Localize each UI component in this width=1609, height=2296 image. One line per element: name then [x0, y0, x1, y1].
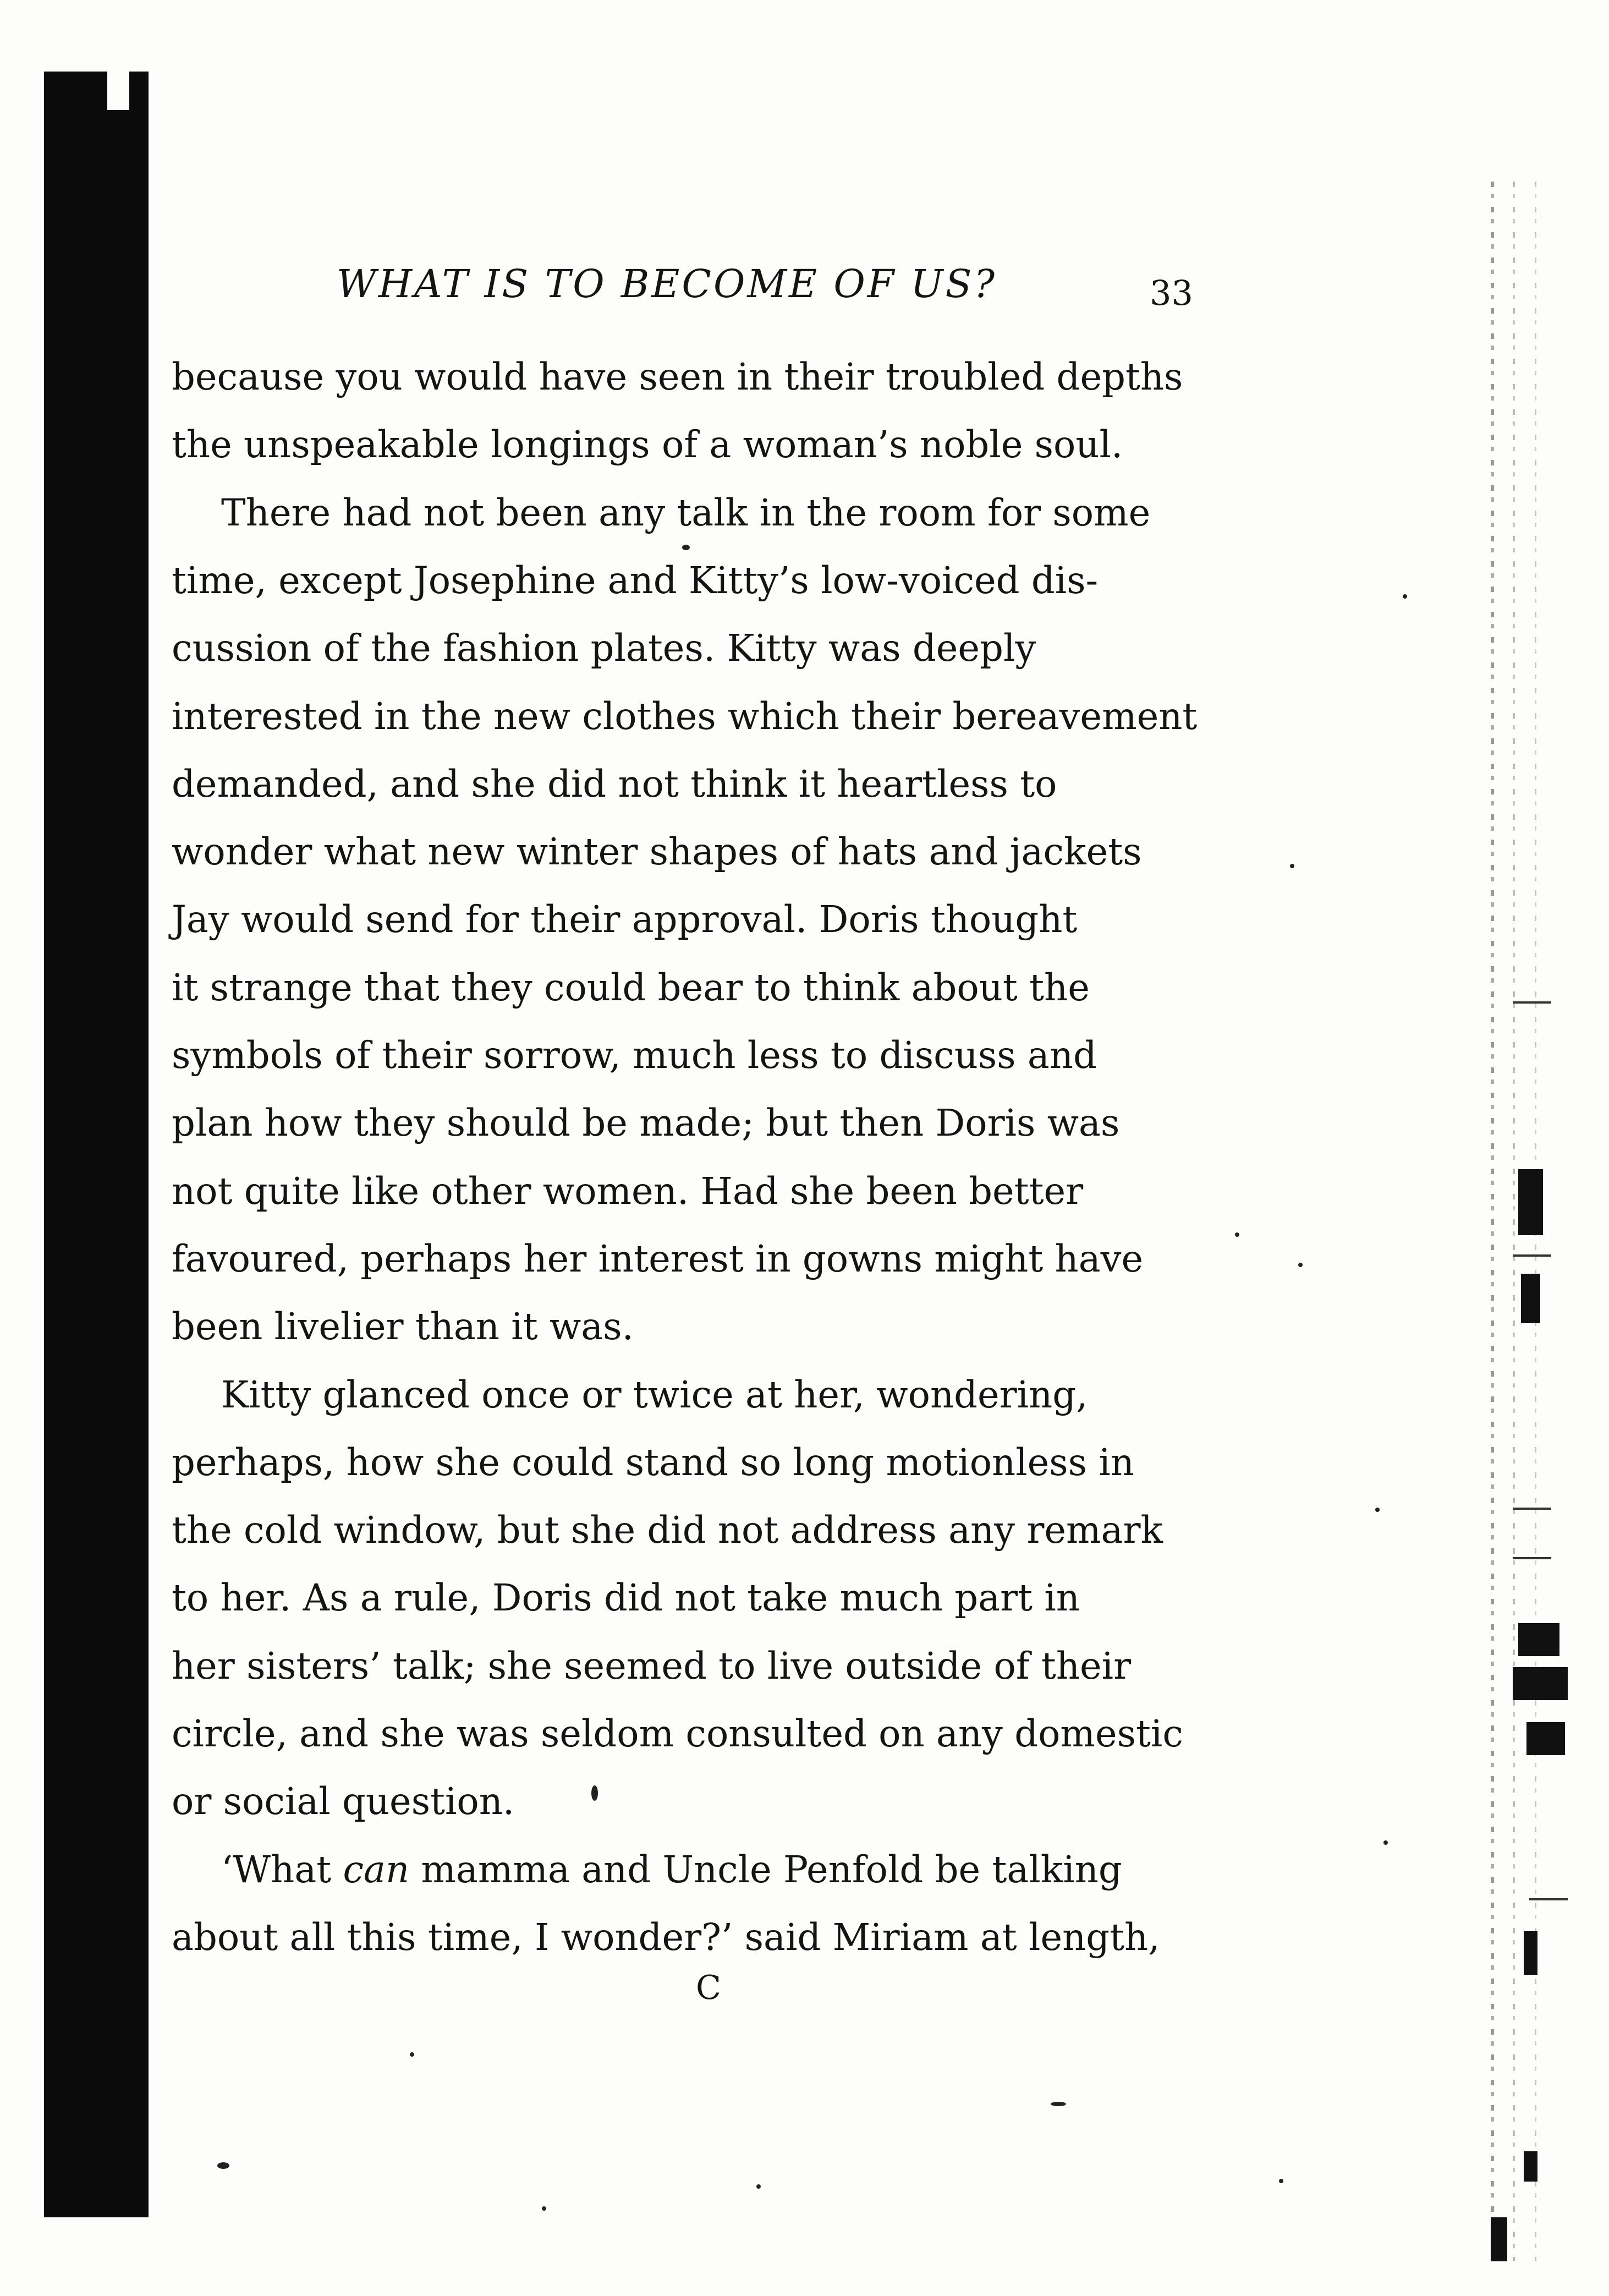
text-line: favoured, perhaps her interest in gowns might have	[172, 1237, 1144, 1280]
edge-line	[1513, 182, 1515, 2261]
print-speck	[1279, 2179, 1283, 2183]
running-head: WHAT IS TO BECOME OF US?	[337, 261, 997, 306]
binding-notch	[107, 72, 129, 110]
text-line: plan how they should be made; but then Doris was	[172, 1102, 1120, 1144]
text-line: There had not been any talk in the room for some	[221, 491, 1151, 534]
edge-block	[1526, 1722, 1565, 1755]
edge-block	[1491, 2217, 1507, 2261]
text-line: symbols of their sorrow, much less to discuss and	[172, 1034, 1097, 1077]
text-line: the unspeakable longings of a woman’s noble soul.	[172, 423, 1123, 466]
text-fragment: ‘What	[221, 1848, 343, 1891]
text-line: interested in the new clothes which their bereavement	[172, 695, 1198, 738]
text-line: her sisters’ talk; she seemed to live outside of their	[172, 1645, 1132, 1687]
text-line: about all this time, I wonder?’ said Miriam at length,	[172, 1916, 1160, 1959]
facing-page-edge	[1480, 182, 1579, 2261]
edge-block	[1513, 1667, 1568, 1700]
print-speck	[1298, 1263, 1303, 1267]
edge-tick	[1513, 1508, 1551, 1510]
print-speck	[756, 2184, 761, 2189]
print-speck	[1375, 1508, 1380, 1512]
print-speck	[1051, 2102, 1066, 2106]
text-line: the cold window, but she did not address any remark	[172, 1509, 1163, 1552]
text-line: Jay would send for their approval. Doris thought	[172, 898, 1078, 941]
text-line: time, except Josephine and Kitty’s low-voiced dis-	[172, 559, 1099, 602]
text-line: to her. As a rule, Doris did not take much part in	[172, 1576, 1080, 1619]
text-line: because you would have seen in their troubled depths	[172, 355, 1183, 398]
print-speck	[682, 545, 690, 550]
print-speck	[1290, 864, 1294, 868]
text-fragment: mamma and Uncle Penfold be talking	[409, 1848, 1122, 1891]
text-line: circle, and she was seldom consulted on any domestic	[172, 1712, 1183, 1755]
text-line: wonder what new winter shapes of hats and jackets	[172, 830, 1142, 873]
text-line: or social question.	[172, 1780, 515, 1823]
text-line	[221, 1848, 1122, 1891]
text-line: demanded, and she did not think it heartless to	[172, 763, 1057, 805]
text-line: been livelier than it was.	[172, 1305, 634, 1348]
page-number: 33	[1150, 273, 1193, 313]
edge-tick	[1513, 1254, 1551, 1257]
edge-block	[1524, 2151, 1537, 2182]
edge-tick	[1513, 1001, 1551, 1004]
print-speck	[217, 2162, 229, 2169]
print-speck	[591, 1785, 598, 1801]
edge-tick	[1513, 1557, 1551, 1559]
edge-block	[1524, 1931, 1537, 1975]
signature-mark: C	[696, 1969, 721, 2007]
edge-block	[1518, 1169, 1543, 1235]
print-speck	[410, 2052, 414, 2057]
edge-line	[1491, 182, 1494, 2261]
print-speck	[542, 2206, 546, 2211]
edge-block	[1518, 1623, 1559, 1656]
edge-block	[1521, 1274, 1540, 1323]
text-line: not quite like other women. Had she been better	[172, 1170, 1084, 1213]
text-line: Kitty glanced once or twice at her, wondering,	[221, 1373, 1088, 1416]
print-speck	[1383, 1840, 1388, 1845]
edge-tick	[1529, 1898, 1568, 1900]
text-line: it strange that they could bear to think about the	[172, 966, 1090, 1009]
print-speck	[1235, 1232, 1239, 1237]
binding-shadow	[44, 72, 149, 2217]
text-line: perhaps, how she could stand so long motionless in	[172, 1441, 1134, 1484]
text-line: cussion of the fashion plates. Kitty was deeply	[172, 627, 1036, 670]
print-speck	[1403, 594, 1407, 599]
emphasized-word: can	[343, 1848, 410, 1891]
